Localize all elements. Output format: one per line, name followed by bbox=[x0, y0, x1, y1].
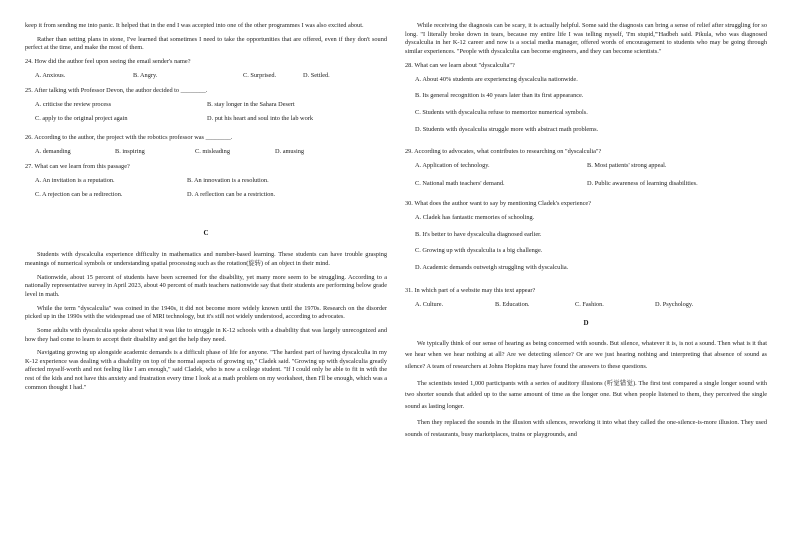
question-24-options bbox=[25, 72, 387, 81]
option-28-c[interactable]: C. Students with dyscalculia refuse to memorize numerical symbols. bbox=[415, 109, 588, 117]
question-27-stem: 27. What can we learn from this passage? bbox=[25, 162, 130, 170]
option-26-d[interactable]: D. amusing bbox=[275, 148, 305, 156]
passage-d-paragraph: Then they replaced the sounds in the illusion with silences, reworking it into what they called the one-silence-is-more illusion. They used sounds of restaurants, busy marketplaces, trains or playgrounds, and bbox=[405, 419, 767, 438]
passage-d-paragraph: The scientists tested 1,000 participants with a series of auditory illusions (听觉错觉). The first test compared a single longer sound with two shorter sounds that added up to the same amount of time as the longer one. But when people listened to them, they perceived the single sound as lasting longer. bbox=[405, 379, 767, 410]
option-30-a[interactable]: A. Cladek has fantastic memories of schooling. bbox=[415, 213, 535, 221]
question-25-options bbox=[25, 101, 387, 129]
option-24-c[interactable]: C. Surprised. bbox=[243, 72, 277, 80]
intro-paragraph: keep it from sending me into panic. It helped that in the end I was accepted into one of the other programmes I was also excited about. bbox=[25, 22, 364, 29]
question-29-stem: 29. According to advocates, what contributes to researching on "dyscalculia"? bbox=[405, 148, 602, 156]
question-30-options bbox=[405, 214, 767, 281]
option-24-a[interactable]: A. Anxious. bbox=[35, 72, 66, 80]
option-25-b[interactable]: B. stay longer in the Sahara Desert bbox=[207, 100, 295, 108]
passage-c-paragraph: While the term "dyscalculia" was coined in the 1940s, it did not become more widely known until the 1970s. Research on the disorder picked up in the 1990s with the widespread use of MRI technology, but it's still not widely understood, according to advocates. bbox=[25, 304, 387, 321]
passage-c-paragraph: Some adults with dyscalculia spoke about what it was like to struggle in K-12 schools with a disability that was largely unrecognized and how they had come to learn to accept their disability and get the help they need. bbox=[25, 326, 387, 343]
passage-c-paragraph: Nationwide, about 15 percent of students have been screened for the disability, yet many more seem to be struggling. According to a nationally representative survey in April 2023, about 40 percent of math teachers nationwide say that their students are performing below grade level in math. bbox=[25, 273, 387, 298]
option-29-b[interactable]: B. Most patients' strong appeal. bbox=[587, 162, 667, 170]
option-31-d[interactable]: D. Psychology. bbox=[655, 300, 694, 308]
right-column bbox=[405, 22, 767, 445]
question-28-stem: 28. What can we learn about "dyscalculia"? bbox=[405, 61, 515, 69]
question-31-stem: 31. In which part of a website may this text appear? bbox=[405, 286, 536, 294]
option-26-c[interactable]: C. misleading bbox=[195, 148, 230, 156]
option-26-a[interactable]: A. demanding bbox=[35, 148, 71, 156]
question-28-options bbox=[405, 76, 767, 143]
question-24-stem: 24. How did the author feel upon seeing the email sender's name? bbox=[25, 58, 191, 66]
option-30-d[interactable]: D. Academic demands outweigh struggling with dyscalculia. bbox=[415, 264, 569, 272]
question-26-stem: 26. According to the author, the project with the robotics professor was ________. bbox=[25, 134, 233, 142]
option-28-d[interactable]: D. Students with dyscalculia struggle more with abstract math problems. bbox=[415, 125, 599, 133]
option-31-c[interactable]: C. Fashion. bbox=[575, 300, 604, 308]
option-24-b[interactable]: B. Angry. bbox=[133, 72, 158, 80]
option-27-b[interactable]: B. An innovation is a resolution. bbox=[187, 176, 269, 184]
option-25-c[interactable]: C. apply to the original project again bbox=[35, 114, 128, 122]
option-28-a[interactable]: A. About 40% students are experiencing dyscalculia nationwide. bbox=[415, 75, 578, 83]
option-27-c[interactable]: C. A rejection can be a redirection. bbox=[35, 190, 123, 198]
option-27-d[interactable]: D. A reflection can be a restriction. bbox=[187, 190, 276, 198]
option-31-a[interactable]: A. Culture. bbox=[415, 300, 444, 308]
option-27-a[interactable]: A. An invitation is a reputation. bbox=[35, 176, 115, 184]
intro-paragraph: Rather than setting plans in stone, I've learned that sometimes I need to take the opportunities that are offered, even if they don't sound perfect at the time, and make the most of them. bbox=[25, 35, 387, 52]
passage-d-paragraph: We typically think of our sense of hearing as being concerned with sounds. But silence, whatever it is, is not a sound. Then what is it that we hear when we hear nothing at all? Are we detecting silence? Or are we just hearing nothing and interpreting that absence of sound as silence? A team of researchers at Johns Hopkins may have found the answers to these questions. bbox=[405, 339, 767, 370]
option-24-d[interactable]: D. Settled. bbox=[303, 72, 330, 80]
question-29-options bbox=[405, 162, 767, 194]
option-28-b[interactable]: B. Its general recognition is 40 years later than its first appearance. bbox=[415, 92, 584, 100]
option-25-a[interactable]: A. criticise the review process bbox=[35, 100, 112, 108]
option-29-d[interactable]: D. Public awareness of learning disabilities. bbox=[587, 180, 698, 188]
question-27-options bbox=[25, 177, 387, 205]
section-heading-c: C bbox=[203, 228, 209, 237]
option-30-b[interactable]: B. It's better to have dyscalculia diagnosed earlier. bbox=[415, 230, 542, 238]
option-25-d[interactable]: D. put his heart and soul into the lab work bbox=[207, 114, 313, 122]
question-31-options bbox=[405, 301, 767, 310]
question-30-stem: 30. What does the author want to say by mentioning Cladek's experience? bbox=[405, 199, 592, 207]
option-31-b[interactable]: B. Education. bbox=[495, 300, 530, 308]
passage-c-paragraph: Students with dyscalculia experience difficulty in mathematics and number-based learning. These students can have trouble grasping meanings of numerical symbols or understanding spatial processing such as the rotation(旋转) of an object in their mind. bbox=[25, 251, 387, 267]
option-26-b[interactable]: B. inspiring bbox=[115, 148, 145, 156]
left-column bbox=[25, 22, 387, 397]
option-29-c[interactable]: C. National math teachers' demand. bbox=[415, 180, 505, 188]
question-25-stem: 25. After talking with Professor Devon, the author decided to ________. bbox=[25, 86, 208, 94]
passage-c-paragraph: Navigating growing up alongside academic demands is a difficult phase of life for anyone. "The hardest part of having dyscalculia in my K-12 experience was dealing with a disability on top of the normal aspects of growing up," Cladek said. "Growing up with dyscalculia greatly affected myself-worth and not feeling like I am enough," said Cladek, who is now a college student. "If I could only be able to fit in with the rest of the kids and not have this anxiety and frustration every time I look at a math problem on my worksheet, then I'll be enough, which was a common thought I had." bbox=[25, 349, 387, 391]
passage-c-paragraph: While receiving the diagnosis can be scary, it is actually helpful. Some said the diagnosis can bring a sense of relief after struggling for so long. "I literally broke down in tears, because my entire life I was telling myself, 'I'm stupid,'"Hadbeh said. Pikula, who was diagnosed dyscalculia in her K-12 career and now is a social media manager, offered words of encouragement to students who may be going through similar experiences. "People with dyscalculia can become engineers, and they can become scientists." bbox=[405, 22, 767, 55]
question-26-options bbox=[25, 148, 387, 157]
section-heading-d: D bbox=[583, 319, 589, 328]
option-29-a[interactable]: A. Application of technology. bbox=[415, 162, 490, 170]
option-30-c[interactable]: C. Growing up with dyscalculia is a big challenge. bbox=[415, 247, 543, 255]
